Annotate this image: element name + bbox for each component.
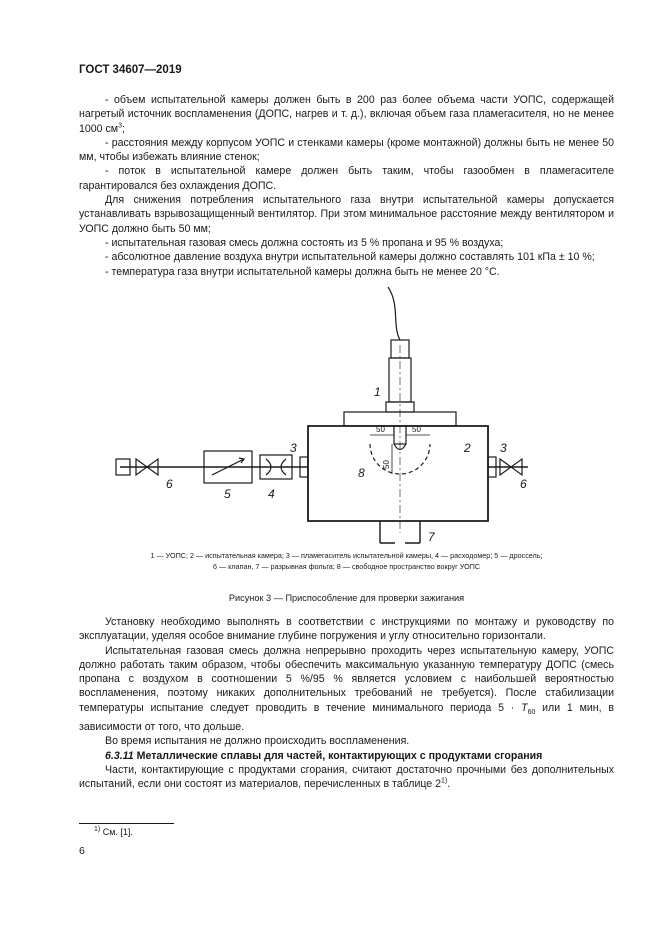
paragraph: - испытательная газовая смесь должна состоять из 5 % пропана и 95 % воздуха;	[105, 236, 504, 249]
paragraph: Во время испытания не должно происходить воспламенения.	[105, 735, 410, 748]
paragraph: - расстояния между корпусом УОПС и стенками камеры (кроме монтажной) должны быть не менее 50 мм, чтобы избежать влияние стенок;	[79, 136, 614, 164]
paragraph: - объем испытательной камеры должен быть в 200 раз более объема части УОПС, содержащей нагретый источник воспламенения (ДОПС, нагрев и т. д.), включая объем газа пламегасителя, но не менее 1000 $см^3$;	[79, 94, 614, 135]
paragraph: - абсолютное давление воздуха внутри испытательной камеры должно составлять 101 кПа ± 10 %;	[105, 251, 595, 264]
paragraph: Для снижения потребления испытательного газа внутри испытательной камеры допускается устанавливать взрывозащищенный вентилятор. При этом минимальное расстояние между вентилятором и УОПС должно быть 50 мм;	[79, 194, 614, 235]
sensor-cable	[388, 287, 400, 340]
legend-line: 1 — УОПС; 2 — испытательная камера; 3 — пламегаситель испытательной камеры, 4 — расходомер; 5 — дроссель;	[150, 551, 543, 560]
paragraph: - поток в испытательной камере должен быть таким, чтобы газообмен в пламегасителе гарантировался без охлаждения ДОПС.	[79, 165, 614, 192]
label-throttle: 5	[224, 487, 231, 501]
label-chamber: 2	[464, 441, 471, 455]
ignition-test-diagram	[100, 285, 530, 545]
document-header: ГОСТ 34607—2019	[79, 64, 182, 76]
legend-line: 6 — клапан, 7 — разрывная фольга; 8 — свободное пространство вокруг УОПС	[212, 562, 481, 571]
figure-caption: Рисунок 3 — Приспособление для проверки зажигания	[228, 593, 465, 603]
label-free-space: 8	[358, 466, 365, 480]
label-arrester-left: 3	[290, 441, 297, 455]
body-text-bottom	[79, 615, 614, 792]
footnote-divider	[79, 823, 174, 824]
page-number: 6	[79, 845, 85, 857]
dim-label: 50	[382, 460, 391, 469]
label-flowmeter: 4	[268, 487, 275, 501]
figure-legend	[79, 550, 614, 572]
body-text-top	[79, 93, 614, 279]
label-arrester-right: 3	[500, 441, 507, 455]
label-sensor: 1	[374, 385, 381, 399]
section-heading: 6.3.11 Металлические сплавы для частей, контактирующих с продуктами сгорания	[105, 749, 543, 762]
label-foil: 7	[428, 530, 435, 544]
paragraph: - температура газа внутри испытательной камеры должна быть не менее 20 °С.	[105, 265, 500, 278]
label-valve-right: 6	[520, 477, 527, 491]
paragraph: Испытательная газовая смесь должна непрерывно проходить через испытательную камеру, УОПС должно работать таким образом, чтобы обеспечить максимальную указанную температуру ДОПС (смесь пропана с воздухом в соотношении 5 %/95 % является условием с наибольшей вероятностью воспламенения, поэтому никаких дополнительных требований не требуется). После стабилизации температуры испытание следует проводить в течение минимального периода $5 \cdot T_{60}$ или 1 мин, в зависимости от того, что дольше.	[79, 644, 614, 734]
paragraph: Части, контактирующие с продуктами сгорания, считают достаточно прочными без дополнительных испытаний, если они состоят из материалов, перечисленных в таблице 2$^{1)}$.	[79, 764, 614, 791]
dim-label: 50	[412, 425, 421, 434]
footnote: $^{1)}$ См. [1].	[94, 826, 133, 837]
dim-label: 50	[376, 425, 385, 434]
paragraph: Установку необходимо выполнять в соответствии с инструкциями по монтажу и руководству по эксплуатации, уделяя особое внимание глубине погружения и углу относительно горизонтали.	[79, 616, 614, 643]
label-valve-left: 6	[166, 477, 173, 491]
